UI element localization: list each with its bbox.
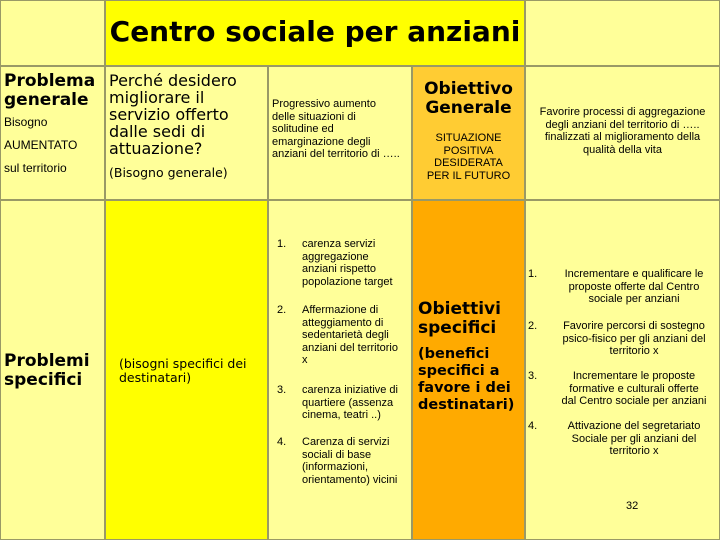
objective-4-line3: territorio x bbox=[609, 445, 659, 457]
objective-1-line3: sociale per anziani bbox=[588, 293, 680, 305]
objective-2-text bbox=[548, 320, 720, 358]
left-header-line3: Bisogno bbox=[4, 115, 48, 129]
specific-needs-line2: destinatari) bbox=[119, 370, 192, 385]
objective-2-line3: territorio x bbox=[609, 345, 659, 357]
general-problem-line3: solitudine ed bbox=[272, 123, 334, 135]
objective-2-line1: Favorire percorsi di sostegno bbox=[563, 320, 705, 332]
title-row-left-cell bbox=[0, 0, 105, 66]
problem-4-number: 4. bbox=[277, 436, 287, 448]
general-objective bbox=[412, 80, 525, 182]
problem-1-line4: popolazione target bbox=[302, 275, 393, 288]
page-title: Centro sociale per anziani bbox=[109, 15, 521, 48]
problem-1-line2: aggregazione bbox=[302, 250, 369, 263]
objective-3-text bbox=[548, 370, 720, 408]
general-objective-text-line4: qualità della vita bbox=[583, 143, 662, 156]
objective-4-number: 4. bbox=[528, 420, 538, 432]
general-objective-sub3: DESIDERATA bbox=[434, 157, 503, 169]
left-header-line5: sul territorio bbox=[4, 161, 67, 175]
problem-4-line1: Carenza di servizi bbox=[302, 436, 390, 448]
problem-4-line4: orientamento) vicini bbox=[302, 473, 398, 486]
specific-objectives-line1: Obiettivi bbox=[418, 299, 501, 319]
specific-objectives-line6: destinatari) bbox=[418, 397, 515, 413]
objective-3-line1: Incrementare le proposte bbox=[572, 370, 696, 382]
specific-needs bbox=[119, 357, 269, 385]
question-line3: servizio offerto bbox=[109, 105, 229, 124]
left-header-line4: AUMENTATO bbox=[4, 138, 78, 152]
problem-1-line1: carenza servizi bbox=[302, 238, 376, 250]
specific-needs-line1: (bisogni specifici dei bbox=[119, 356, 247, 371]
specific-objectives bbox=[418, 300, 524, 414]
problem-3-line2: quartiere (assenza bbox=[302, 396, 394, 409]
objective-3-line2: formative e culturali offerte bbox=[569, 382, 699, 395]
objective-1-text bbox=[548, 268, 720, 306]
question-line4: dalle sedi di bbox=[109, 122, 206, 141]
general-problem-line4: emarginazione degli bbox=[272, 135, 371, 148]
specific-left-line2: specifici bbox=[4, 370, 83, 390]
objective-1-line2: proposte offerte dal Centro bbox=[568, 280, 700, 293]
problem-1-line3: anziani rispetto bbox=[302, 263, 376, 275]
problem-2-text bbox=[302, 304, 414, 367]
problem-2-line5: x bbox=[302, 354, 308, 366]
problem-2-line4: anziani del territorio bbox=[302, 341, 398, 354]
problem-3-text bbox=[302, 384, 414, 422]
general-problem-line1: Progressivo aumento bbox=[272, 98, 376, 110]
title-row-right-cell bbox=[525, 0, 720, 66]
specific-problems-heading bbox=[4, 352, 104, 390]
objective-4-line1: Attivazione del segretariato bbox=[567, 420, 701, 432]
problem-2-number: 2. bbox=[277, 304, 287, 316]
objective-4-line2: Sociale per gli anziani del bbox=[571, 432, 697, 445]
general-objective-sub4: PER IL FUTURO bbox=[426, 169, 511, 182]
objective-1-line1: Incrementare e qualificare le bbox=[564, 268, 704, 280]
objective-2-line2: psico-fisico per gli anziani del bbox=[562, 332, 706, 345]
left-header bbox=[4, 72, 104, 175]
question-line5: attuazione? bbox=[109, 139, 203, 158]
objective-4-text bbox=[548, 420, 720, 458]
general-objective-text bbox=[527, 106, 718, 156]
problem-4-text bbox=[302, 436, 414, 486]
general-objective-text-line2: degli anziani del territorio di ….. bbox=[545, 118, 700, 131]
objective-2-number: 2. bbox=[528, 320, 538, 332]
page-number: 32 bbox=[626, 500, 639, 512]
problem-2-line1: Affermazione di bbox=[302, 304, 379, 316]
general-problem bbox=[272, 98, 412, 161]
general-problem-line2: delle situazioni di bbox=[272, 110, 356, 123]
question-block bbox=[109, 72, 267, 180]
question-sub: (Bisogno generale) bbox=[109, 165, 228, 180]
problem-3-number: 3. bbox=[277, 384, 287, 396]
problem-1-number: 1. bbox=[277, 238, 287, 250]
problem-4-line3: (informazioni, bbox=[302, 461, 369, 473]
problem-4-line2: sociali di base bbox=[302, 448, 372, 461]
specific-objectives-line4: specifici a bbox=[418, 363, 500, 379]
specific-objectives-line5: favore i dei bbox=[418, 380, 511, 396]
problem-3-line3: cinema, teatri ..) bbox=[302, 409, 381, 421]
general-objective-sub2: POSITIVA bbox=[443, 144, 494, 157]
left-header-line1: Problema bbox=[4, 71, 96, 91]
specific-objectives-line3: (benefici bbox=[418, 346, 490, 362]
left-header-line2: generale bbox=[4, 90, 89, 110]
problem-2-line2: atteggiamento di bbox=[302, 316, 384, 329]
general-objective-sub1: SITUAZIONE bbox=[435, 132, 502, 144]
general-objective-heading1: Obiettivo bbox=[424, 79, 513, 99]
general-objective-text-line1: Favorire processi di aggregazione bbox=[539, 106, 706, 118]
objective-3-line3: dal Centro sociale per anziani bbox=[561, 395, 707, 407]
general-objective-heading2: Generale bbox=[425, 98, 512, 118]
specific-left-line1: Problemi bbox=[4, 351, 90, 371]
problem-2-line3: sedentarietà degli bbox=[302, 329, 389, 341]
objective-3-number: 3. bbox=[528, 370, 538, 382]
question-line2: migliorare il bbox=[109, 88, 205, 107]
question-line1: Perché desidero bbox=[109, 71, 237, 90]
specific-objectives-line2: specifici bbox=[418, 318, 497, 338]
general-problem-line5: anziani del territorio di ….. bbox=[272, 148, 400, 160]
general-objective-text-line3: finalizzati al miglioramento della bbox=[544, 131, 701, 143]
problem-1-text bbox=[302, 238, 412, 288]
problem-3-line1: carenza iniziative di bbox=[302, 384, 398, 396]
objective-1-number: 1. bbox=[528, 268, 538, 280]
